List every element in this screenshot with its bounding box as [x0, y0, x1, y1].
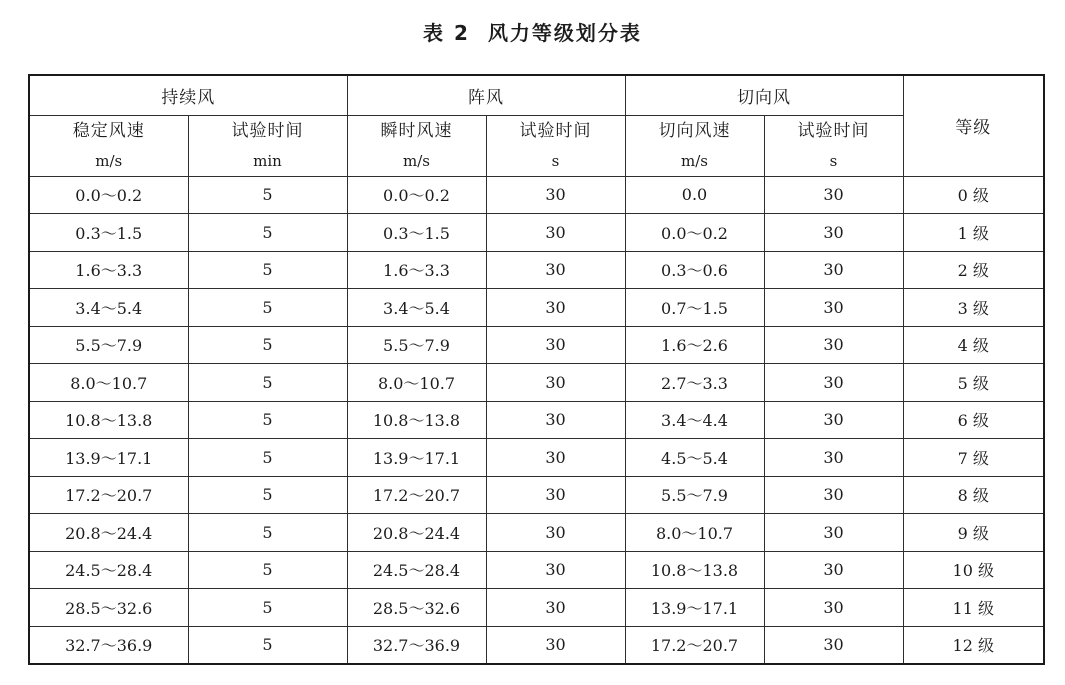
cell-sustained-duration: 5 — [188, 214, 347, 252]
cell-steady-speed: 24.5～28.4 — [29, 551, 188, 589]
cell-tangential-speed: 0.0～0.2 — [625, 214, 764, 252]
cell-steady-speed: 28.5～32.6 — [29, 589, 188, 627]
cell-instant-speed: 20.8～24.4 — [347, 514, 486, 552]
column-header-instant-speed — [347, 115, 486, 176]
cell-sustained-duration: 5 — [188, 289, 347, 327]
column-header-name: 试验时间 — [231, 120, 304, 141]
table-row — [29, 589, 1044, 627]
cell-tangential-duration: 30 — [764, 214, 903, 252]
cell-grade: 6 级 — [903, 401, 1044, 439]
cell-gust-duration: 30 — [486, 176, 625, 214]
table-row — [29, 401, 1044, 439]
cell-instant-speed: 17.2～20.7 — [347, 476, 486, 514]
cell-tangential-speed: 2.7～3.3 — [625, 364, 764, 402]
cell-instant-speed: 3.4～5.4 — [347, 289, 486, 327]
cell-tangential-speed: 17.2～20.7 — [625, 626, 764, 664]
cell-tangential-duration: 30 — [764, 626, 903, 664]
cell-grade: 11 级 — [903, 589, 1044, 627]
column-header-unit: m/s — [95, 151, 123, 170]
cell-steady-speed: 5.5～7.9 — [29, 326, 188, 364]
column-header-name: 切向风速 — [658, 120, 731, 141]
cell-steady-speed: 10.8～13.8 — [29, 401, 188, 439]
wind-grade-table — [28, 74, 1045, 665]
cell-grade: 7 级 — [903, 439, 1044, 477]
table-row — [29, 551, 1044, 589]
cell-gust-duration: 30 — [486, 439, 625, 477]
cell-tangential-speed: 1.6～2.6 — [625, 326, 764, 364]
cell-tangential-duration: 30 — [764, 439, 903, 477]
column-header-name: 试验时间 — [797, 120, 870, 141]
column-header-sustained-duration — [188, 115, 347, 176]
cell-gust-duration: 30 — [486, 476, 625, 514]
table-row — [29, 476, 1044, 514]
cell-instant-speed: 32.7～36.9 — [347, 626, 486, 664]
cell-gust-duration: 30 — [486, 289, 625, 327]
cell-instant-speed: 10.8～13.8 — [347, 401, 486, 439]
cell-tangential-duration: 30 — [764, 176, 903, 214]
cell-steady-speed: 32.7～36.9 — [29, 626, 188, 664]
cell-tangential-speed: 0.0 — [625, 176, 764, 214]
cell-steady-speed: 3.4～5.4 — [29, 289, 188, 327]
cell-steady-speed: 8.0～10.7 — [29, 364, 188, 402]
cell-tangential-speed: 5.5～7.9 — [625, 476, 764, 514]
cell-instant-speed: 24.5～28.4 — [347, 551, 486, 589]
cell-instant-speed: 0.0～0.2 — [347, 176, 486, 214]
table-row — [29, 176, 1044, 214]
cell-grade: 4 级 — [903, 326, 1044, 364]
cell-tangential-speed: 10.8～13.8 — [625, 551, 764, 589]
cell-gust-duration: 30 — [486, 214, 625, 252]
header-grade: 等级 — [903, 75, 1044, 176]
cell-tangential-duration: 30 — [764, 251, 903, 289]
table-row — [29, 514, 1044, 552]
cell-tangential-duration: 30 — [764, 514, 903, 552]
table-row — [29, 289, 1044, 327]
column-header-unit: m/s — [681, 151, 708, 170]
column-header-steady-speed — [29, 115, 188, 176]
column-header-unit: s — [551, 151, 560, 170]
cell-sustained-duration: 5 — [188, 476, 347, 514]
table-row — [29, 364, 1044, 402]
cell-tangential-duration: 30 — [764, 589, 903, 627]
cell-grade: 2 级 — [903, 251, 1044, 289]
cell-gust-duration: 30 — [486, 589, 625, 627]
column-header-tangential-speed — [625, 115, 764, 176]
cell-instant-speed: 1.6～3.3 — [347, 251, 486, 289]
group-header-tangential-wind: 切向风 — [625, 75, 903, 115]
cell-sustained-duration: 5 — [188, 439, 347, 477]
cell-sustained-duration: 5 — [188, 551, 347, 589]
cell-tangential-speed: 0.7～1.5 — [625, 289, 764, 327]
cell-gust-duration: 30 — [486, 514, 625, 552]
cell-tangential-speed: 13.9～17.1 — [625, 589, 764, 627]
cell-steady-speed: 17.2～20.7 — [29, 476, 188, 514]
table-row — [29, 214, 1044, 252]
cell-tangential-duration: 30 — [764, 476, 903, 514]
table-title — [0, 20, 1065, 46]
cell-tangential-duration: 30 — [764, 364, 903, 402]
group-header-gust: 阵风 — [347, 75, 625, 115]
table-row — [29, 626, 1044, 664]
group-header-row — [29, 75, 1044, 115]
column-header-row — [29, 115, 1044, 176]
cell-steady-speed: 13.9～17.1 — [29, 439, 188, 477]
cell-instant-speed: 8.0～10.7 — [347, 364, 486, 402]
column-header-unit: min — [253, 151, 282, 170]
column-header-tangential-duration — [764, 115, 903, 176]
cell-tangential-speed: 4.5～5.4 — [625, 439, 764, 477]
cell-gust-duration: 30 — [486, 626, 625, 664]
cell-sustained-duration: 5 — [188, 589, 347, 627]
cell-gust-duration: 30 — [486, 364, 625, 402]
cell-gust-duration: 30 — [486, 551, 625, 589]
column-header-unit: m/s — [403, 151, 430, 170]
cell-grade: 12 级 — [903, 626, 1044, 664]
cell-gust-duration: 30 — [486, 251, 625, 289]
cell-instant-speed: 0.3～1.5 — [347, 214, 486, 252]
cell-tangential-speed: 3.4～4.4 — [625, 401, 764, 439]
cell-grade: 5 级 — [903, 364, 1044, 402]
cell-gust-duration: 30 — [486, 401, 625, 439]
cell-sustained-duration: 5 — [188, 401, 347, 439]
cell-grade: 10 级 — [903, 551, 1044, 589]
column-header-unit: s — [829, 151, 838, 170]
cell-steady-speed: 0.0～0.2 — [29, 176, 188, 214]
cell-grade: 8 级 — [903, 476, 1044, 514]
column-header-name: 瞬时风速 — [380, 120, 453, 141]
table-body — [29, 176, 1044, 664]
group-header-sustained-wind: 持续风 — [29, 75, 347, 115]
cell-sustained-duration: 5 — [188, 176, 347, 214]
cell-gust-duration: 30 — [486, 326, 625, 364]
cell-grade: 9 级 — [903, 514, 1044, 552]
cell-sustained-duration: 5 — [188, 514, 347, 552]
cell-instant-speed: 28.5～32.6 — [347, 589, 486, 627]
table-row — [29, 251, 1044, 289]
cell-tangential-duration: 30 — [764, 289, 903, 327]
cell-tangential-duration: 30 — [764, 326, 903, 364]
cell-sustained-duration: 5 — [188, 364, 347, 402]
cell-tangential-duration: 30 — [764, 401, 903, 439]
cell-sustained-duration: 5 — [188, 626, 347, 664]
cell-steady-speed: 1.6～3.3 — [29, 251, 188, 289]
cell-sustained-duration: 5 — [188, 251, 347, 289]
cell-tangential-duration: 30 — [764, 551, 903, 589]
column-header-gust-duration — [486, 115, 625, 176]
cell-grade: 1 级 — [903, 214, 1044, 252]
table-caption: 风力等级划分表 — [487, 21, 642, 45]
cell-steady-speed: 20.8～24.4 — [29, 514, 188, 552]
cell-sustained-duration: 5 — [188, 326, 347, 364]
cell-instant-speed: 13.9～17.1 — [347, 439, 486, 477]
cell-grade: 3 级 — [903, 289, 1044, 327]
table-row — [29, 439, 1044, 477]
table-row — [29, 326, 1044, 364]
column-header-name: 试验时间 — [519, 120, 592, 141]
column-header-name: 稳定风速 — [72, 120, 145, 141]
cell-instant-speed: 5.5～7.9 — [347, 326, 486, 364]
cell-grade: 0 级 — [903, 176, 1044, 214]
table-number: 表 2 — [423, 21, 470, 45]
cell-steady-speed: 0.3～1.5 — [29, 214, 188, 252]
cell-tangential-speed: 8.0～10.7 — [625, 514, 764, 552]
cell-tangential-speed: 0.3～0.6 — [625, 251, 764, 289]
